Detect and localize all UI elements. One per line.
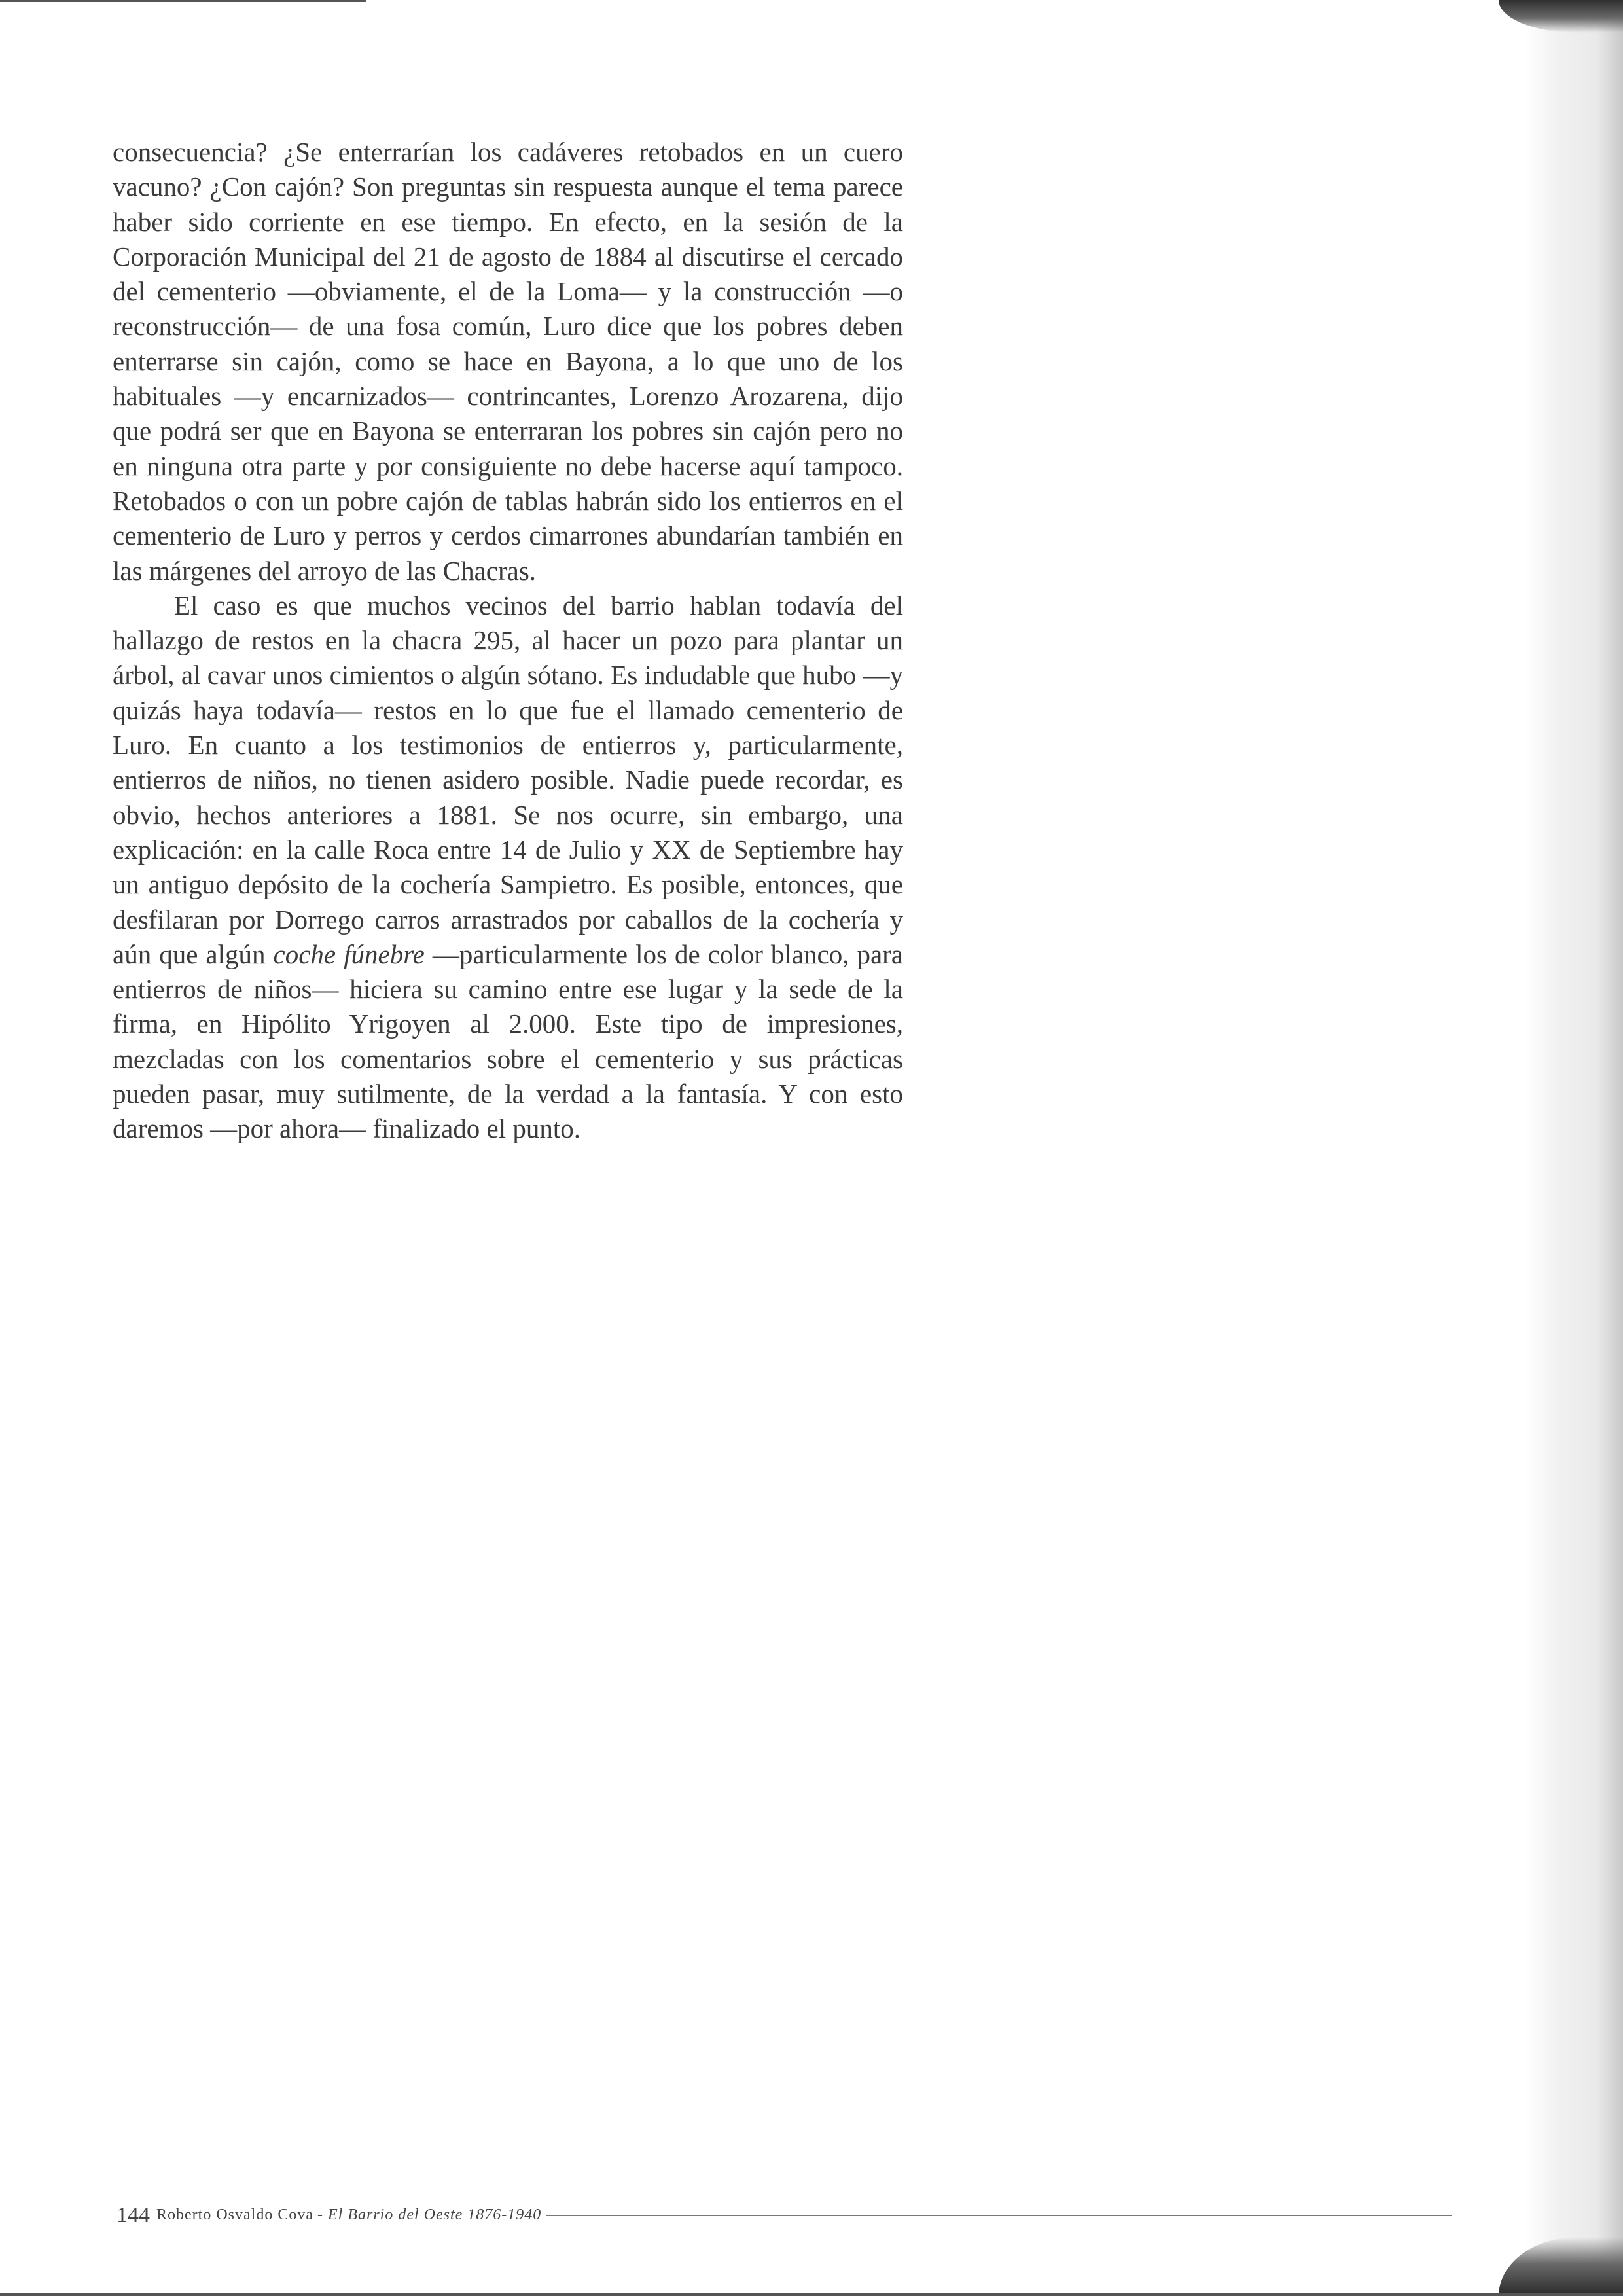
gutter-shadow bbox=[1597, 0, 1623, 2296]
bottom-edge-rule bbox=[0, 2293, 1623, 2296]
body-text bbox=[113, 135, 903, 1147]
paragraph-text: El caso es que muchos vecinos del barrio hablan todavía del hallazgo de restos en la chacra 295, al hacer un pozo para plantar un árbol, al cavar unos cimientos o algún sótano. Es indudable que hubo —y quizás haya todavía— restos en lo que fue el llamado cementerio de Luro. En cuanto a los testimonios de entierros y, particularmente, entierros de niños, no tienen asidero posible. Nadie puede recordar, es obvio, hechos anteriores a 1881. Se nos ocurre, sin embargo, una explicación: en la calle Roca entre 14 de Julio y XX de Septiembre hay un antiguo depósito de la cochería Sampietro. Es posible, entonces, que desfilaran por Dorrego carros arrastrados por caballos de la cochería y aún que algún bbox=[113, 590, 903, 969]
footer-rule bbox=[546, 2215, 1452, 2216]
footer-author: Roberto Osvaldo Cova bbox=[156, 2206, 313, 2223]
running-footer bbox=[116, 2185, 1452, 2227]
paragraph-text: —particularmente los de color blanco, para entierros de niños— hiciera su camino entre ese lugar y la sede de la firma, en Hipólito Yrigoyen al 2.000. Este tipo de impresiones, mezcladas con los comentarios sobre el cementerio y sus prácticas pueden pasar, muy sutilmente, de la verdad a la fantasía. Y con esto daremos —por ahora— finalizado el punto. bbox=[113, 939, 904, 1144]
footer-book-title: El Barrio del Oeste 1876-1940 bbox=[327, 2206, 542, 2223]
paragraph bbox=[113, 588, 903, 1147]
italic-phrase: coche fúnebre bbox=[273, 939, 425, 969]
paragraph: consecuencia? ¿Se enterrarían los cadáveres retobados en un cuero vacuno? ¿Con cajón? Son preguntas sin respuesta aunque el tema parece haber sido corriente en ese tiempo. En efecto, en la sesión de la Corporación Municipal del 21 de agosto de 1884 al discutirse el cercado del cementerio —obviamente, el de la Loma— y la construcción —o reconstrucción— de una fosa común, Luro dice que los pobres deben enterrarse sin cajón, como se hace en Bayona, a lo que uno de los habituales —y encarnizados— contrincantes, Lorenzo Arozarena, dijo que podrá ser que en Bayona se enterraran los pobres sin cajón pero no en ninguna otra parte y por consiguiente no debe hacerse aquí tampoco. Retobados o con un pobre cajón de tablas habrán sido los entierros en el cementerio de Luro y perros y cerdos cimarrones abundarían también en las márgenes del arroyo de las Chacras. bbox=[113, 137, 903, 586]
scan-corner-top bbox=[1499, 0, 1623, 33]
top-edge-rule bbox=[0, 0, 366, 2]
footer-separator: - bbox=[317, 2206, 323, 2223]
page-number: 144 bbox=[116, 2203, 150, 2227]
facing-page-shadow bbox=[1525, 0, 1623, 2296]
scan-corner-bottom bbox=[1499, 2237, 1623, 2296]
